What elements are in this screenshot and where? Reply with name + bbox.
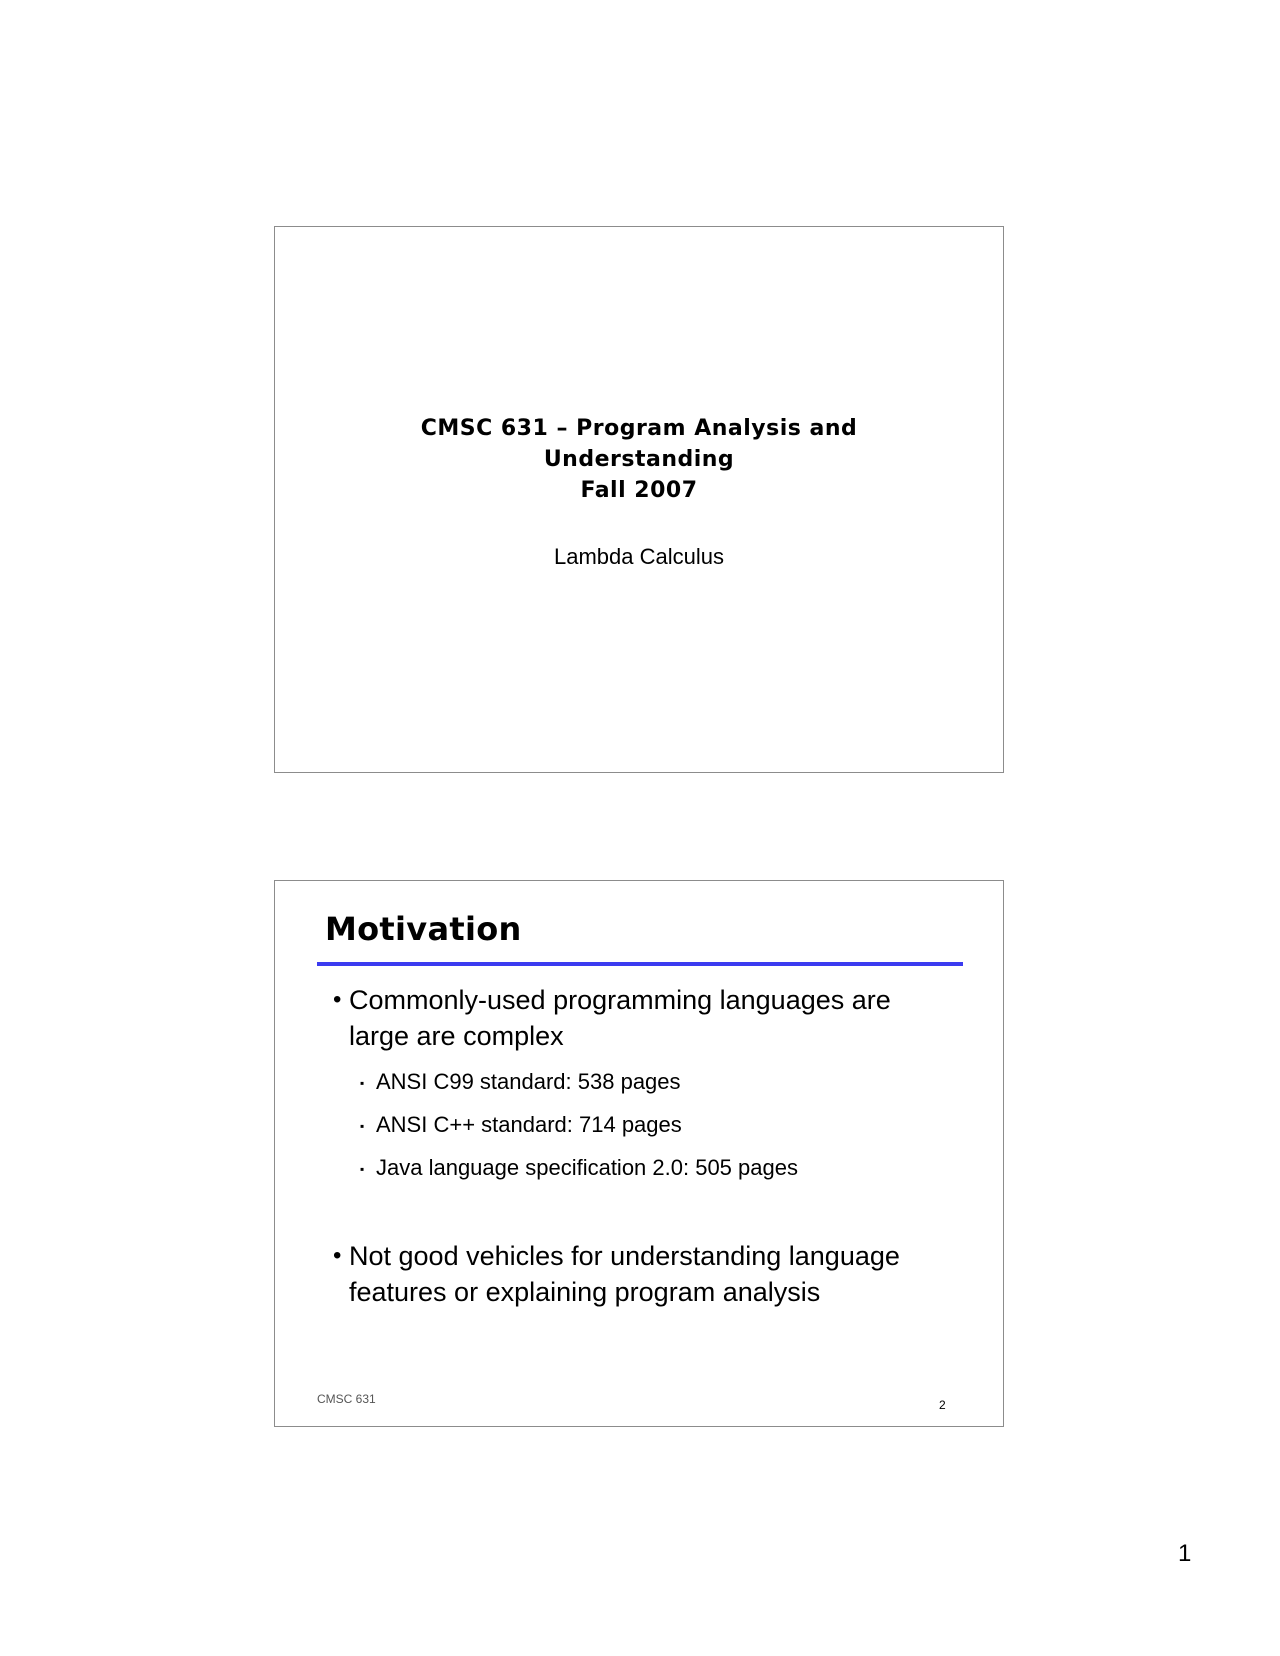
bullet-text: Commonly-used programming languages are large are complex [349,985,891,1051]
bullet-item [333,982,949,1054]
square-bullet-icon: ▪ [360,1119,365,1133]
bullet-dot-icon: • [333,1242,342,1269]
page-number: 1 [1178,1540,1192,1567]
heading-divider [317,962,963,966]
title-slide [274,226,1004,773]
slide-footer-course: CMSC 631 [317,1392,376,1406]
bullet-item [333,1238,949,1310]
sub-bullet-text: Java language specification 2.0: 505 pages [376,1155,798,1180]
sub-bullet-item [360,1154,798,1182]
course-title-line-3: Fall 2007 [580,478,698,503]
square-bullet-icon: ▪ [360,1162,365,1176]
sub-bullet-item [360,1111,682,1139]
slide-number: 2 [939,1398,946,1412]
lecture-subtitle: Lambda Calculus [554,544,724,569]
bullet-dot-icon: • [333,986,342,1013]
motivation-slide [274,880,1004,1427]
course-title [275,413,1003,506]
course-title-line-1: CMSC 631 – Program Analysis and [420,416,858,441]
sub-bullet-text: ANSI C99 standard: 538 pages [376,1069,681,1094]
sub-bullet-item [360,1068,681,1096]
bullet-text: Not good vehicles for understanding language features or explaining program analysis [349,1241,900,1307]
slide-heading: Motivation [325,910,522,948]
square-bullet-icon: ▪ [360,1076,365,1090]
sub-bullet-text: ANSI C++ standard: 714 pages [376,1112,682,1137]
course-title-line-2: Understanding [543,447,735,472]
